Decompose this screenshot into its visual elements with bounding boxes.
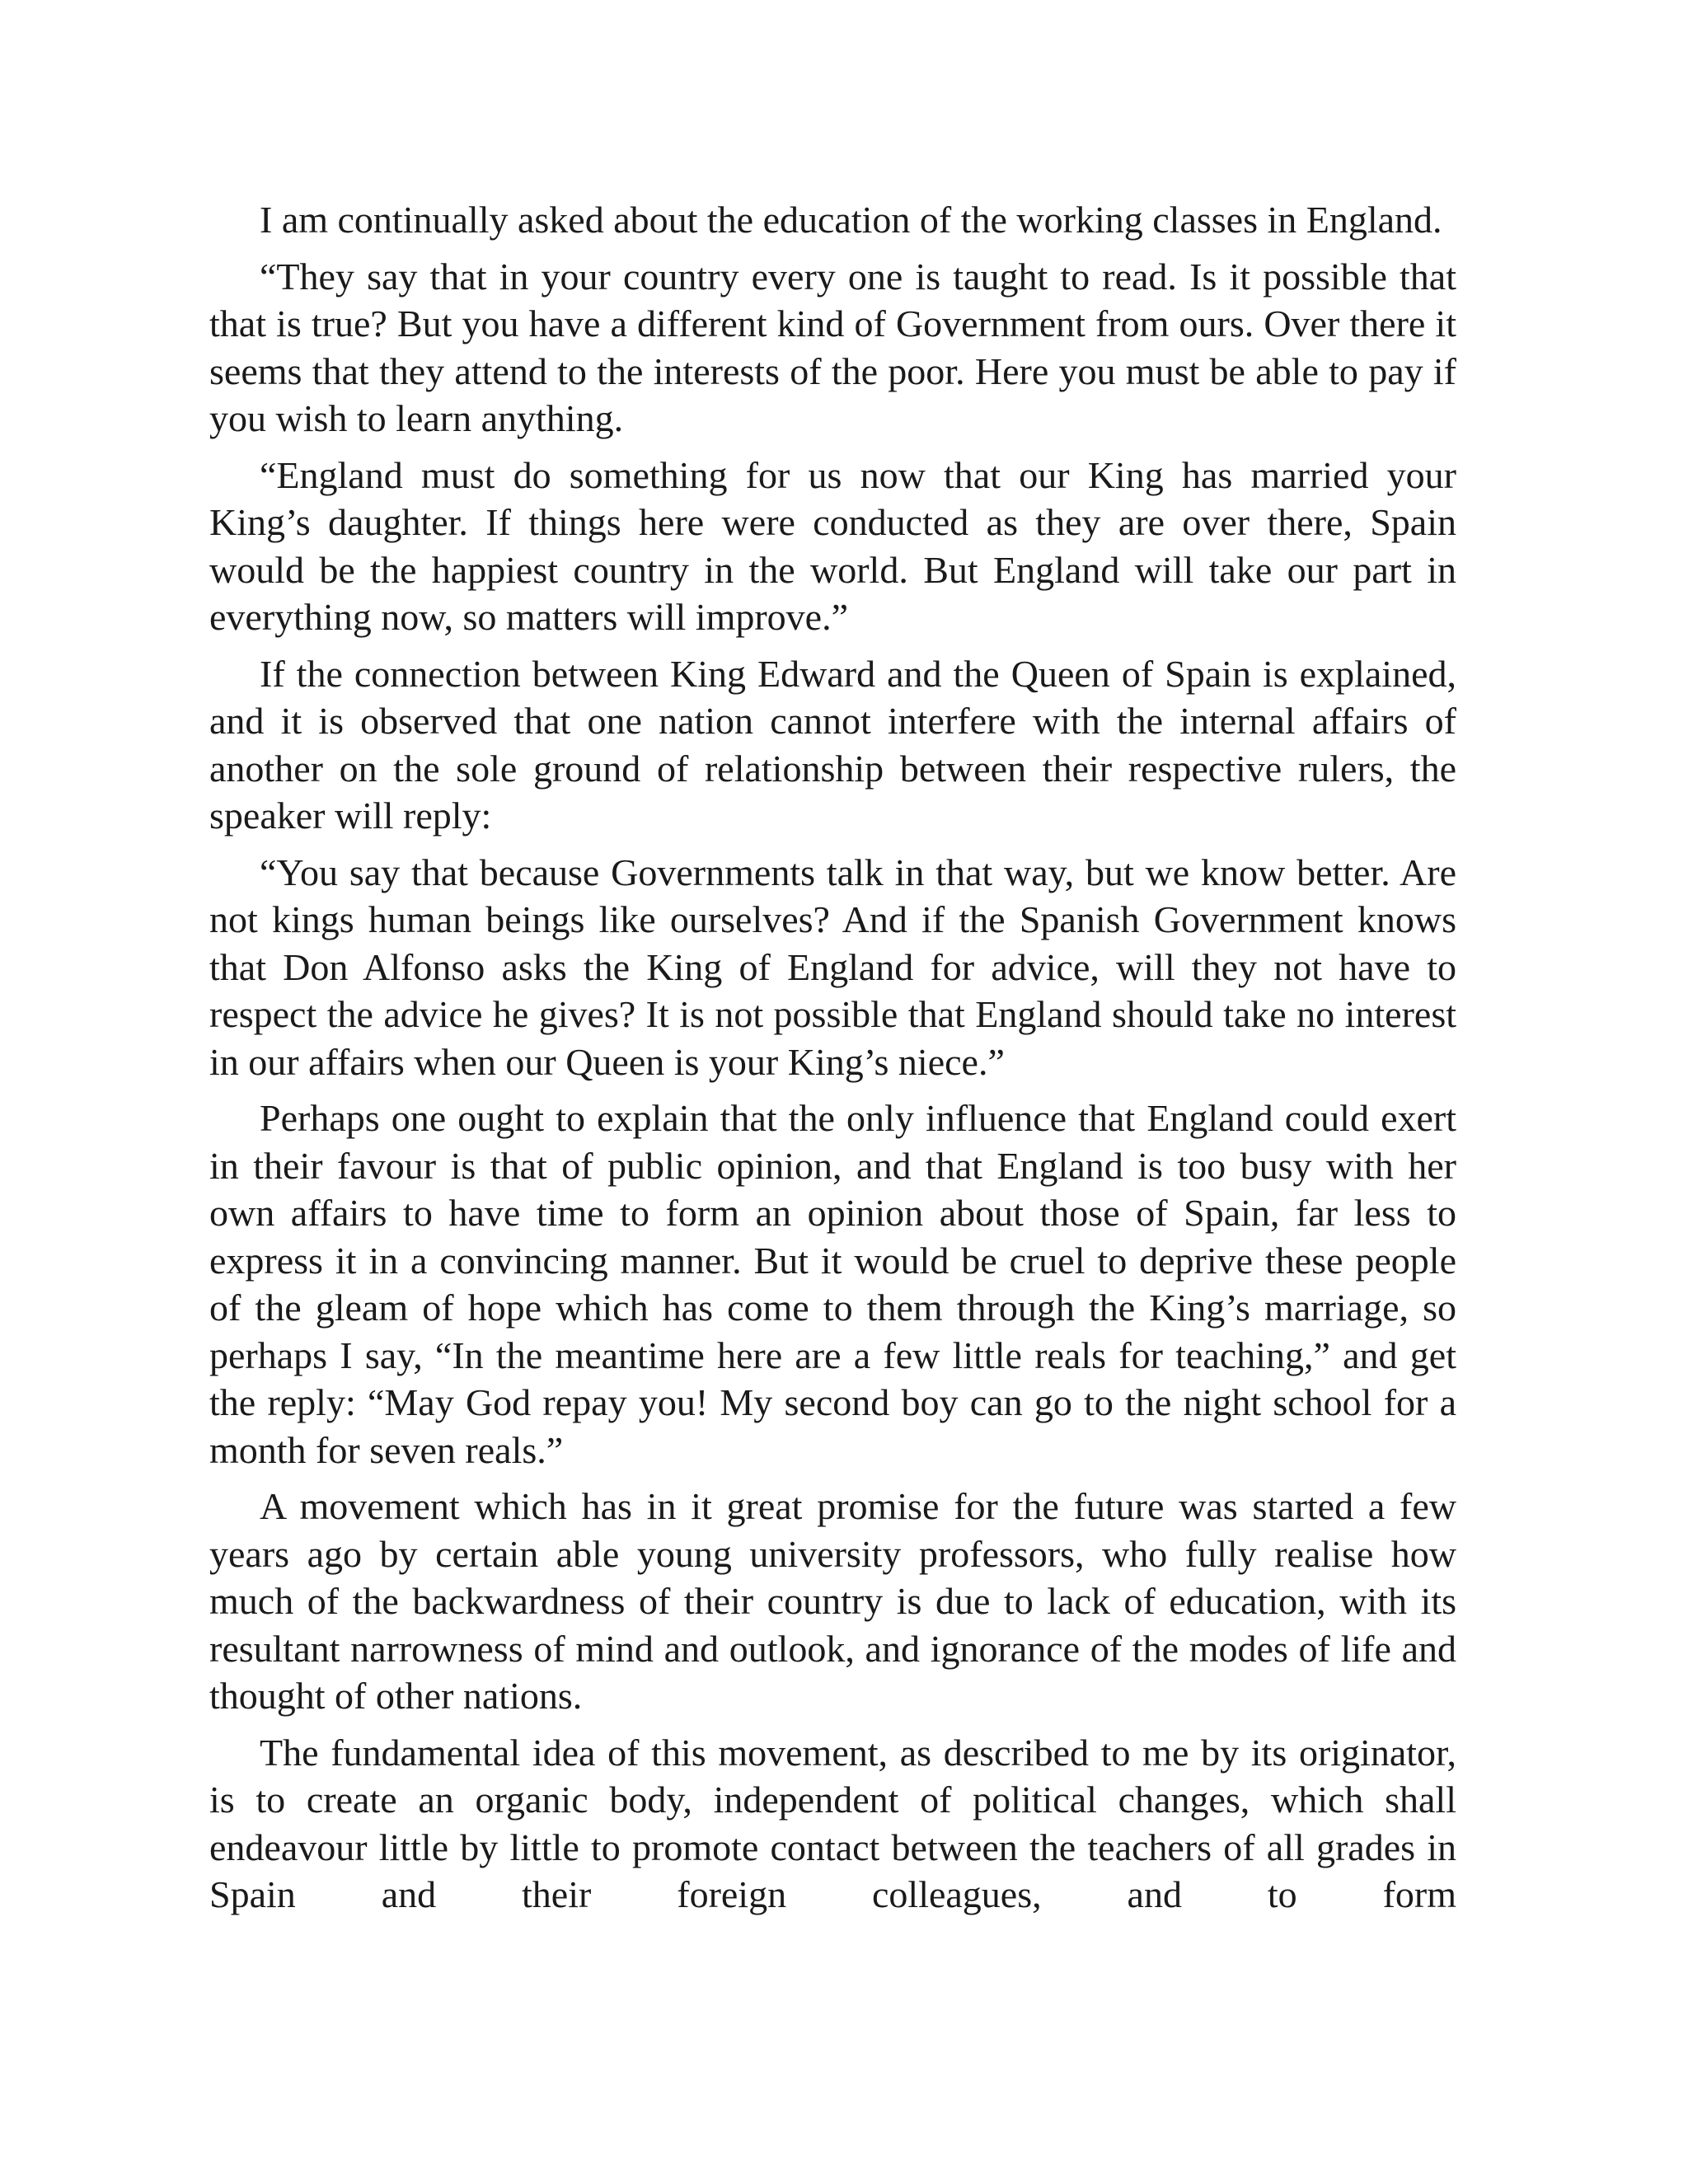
paragraph: “England must do something for us now that our King has married your King’s daughter. If things here were conducted as they are over there, Spain would be the happiest country in the world. But England will take our part in everything now, so matters will improve.” xyxy=(209,453,1456,638)
paragraph: The fundamental idea of this movement, as described to me by its originator, is to create an organic body, independent of political changes, which shall endeavour little by little to promote contact between the teachers of all grades in Spain and their foreign colleagues, and to form xyxy=(209,1731,1456,1915)
paragraph: Perhaps one ought to explain that the only influence that England could exert in their favour is that of public opinion, and that England is too busy with her own affairs to have time to form an opinion about those of Spain, far less to express it in a convincing manner. But it would be cruel to deprive these people of the gleam of hope which has come to them through the King’s marriage, so perhaps I say, “In the meantime here are a few little reals for teaching,” and get the reply: “May God repay you! My second boy can go to the night school for a month for seven reals.” xyxy=(209,1097,1456,1471)
page-body xyxy=(209,196,1456,1928)
paragraph: A movement which has in it great promise for the future was started a few years ago by certain able young university professors, who fully realise how much of the backwardness of their country is due to lack of education, with its resultant narrowness of mind and outlook, and ignorance of the modes of life and thought of other nations. xyxy=(209,1485,1456,1717)
paragraph: I am continually asked about the education of the working classes in England. xyxy=(260,199,1442,241)
paragraph: “You say that because Governments talk in that way, but we know better. Are not kings human beings like ourselves? And if the Spanish Government knows that Don Alfonso asks the King of England for advice, will they not have to respect the advice he gives? It is not possible that England should take no interest in our affairs when our Queen is your King’s niece.” xyxy=(209,851,1456,1083)
paragraph: If the connection between King Edward and the Queen of Spain is explained, and it is observed that one nation cannot interfere with the internal affairs of another on the sole ground of relationship between their respective rulers, the speaker will reply: xyxy=(209,652,1456,837)
paragraph: “They say that in your country every one is taught to read. Is it possible that that is true? But you have a different kind of Government from ours. Over there it seems that they attend to the interests of the poor. Here you must be able to pay if you wish to learn anything. xyxy=(209,255,1456,439)
